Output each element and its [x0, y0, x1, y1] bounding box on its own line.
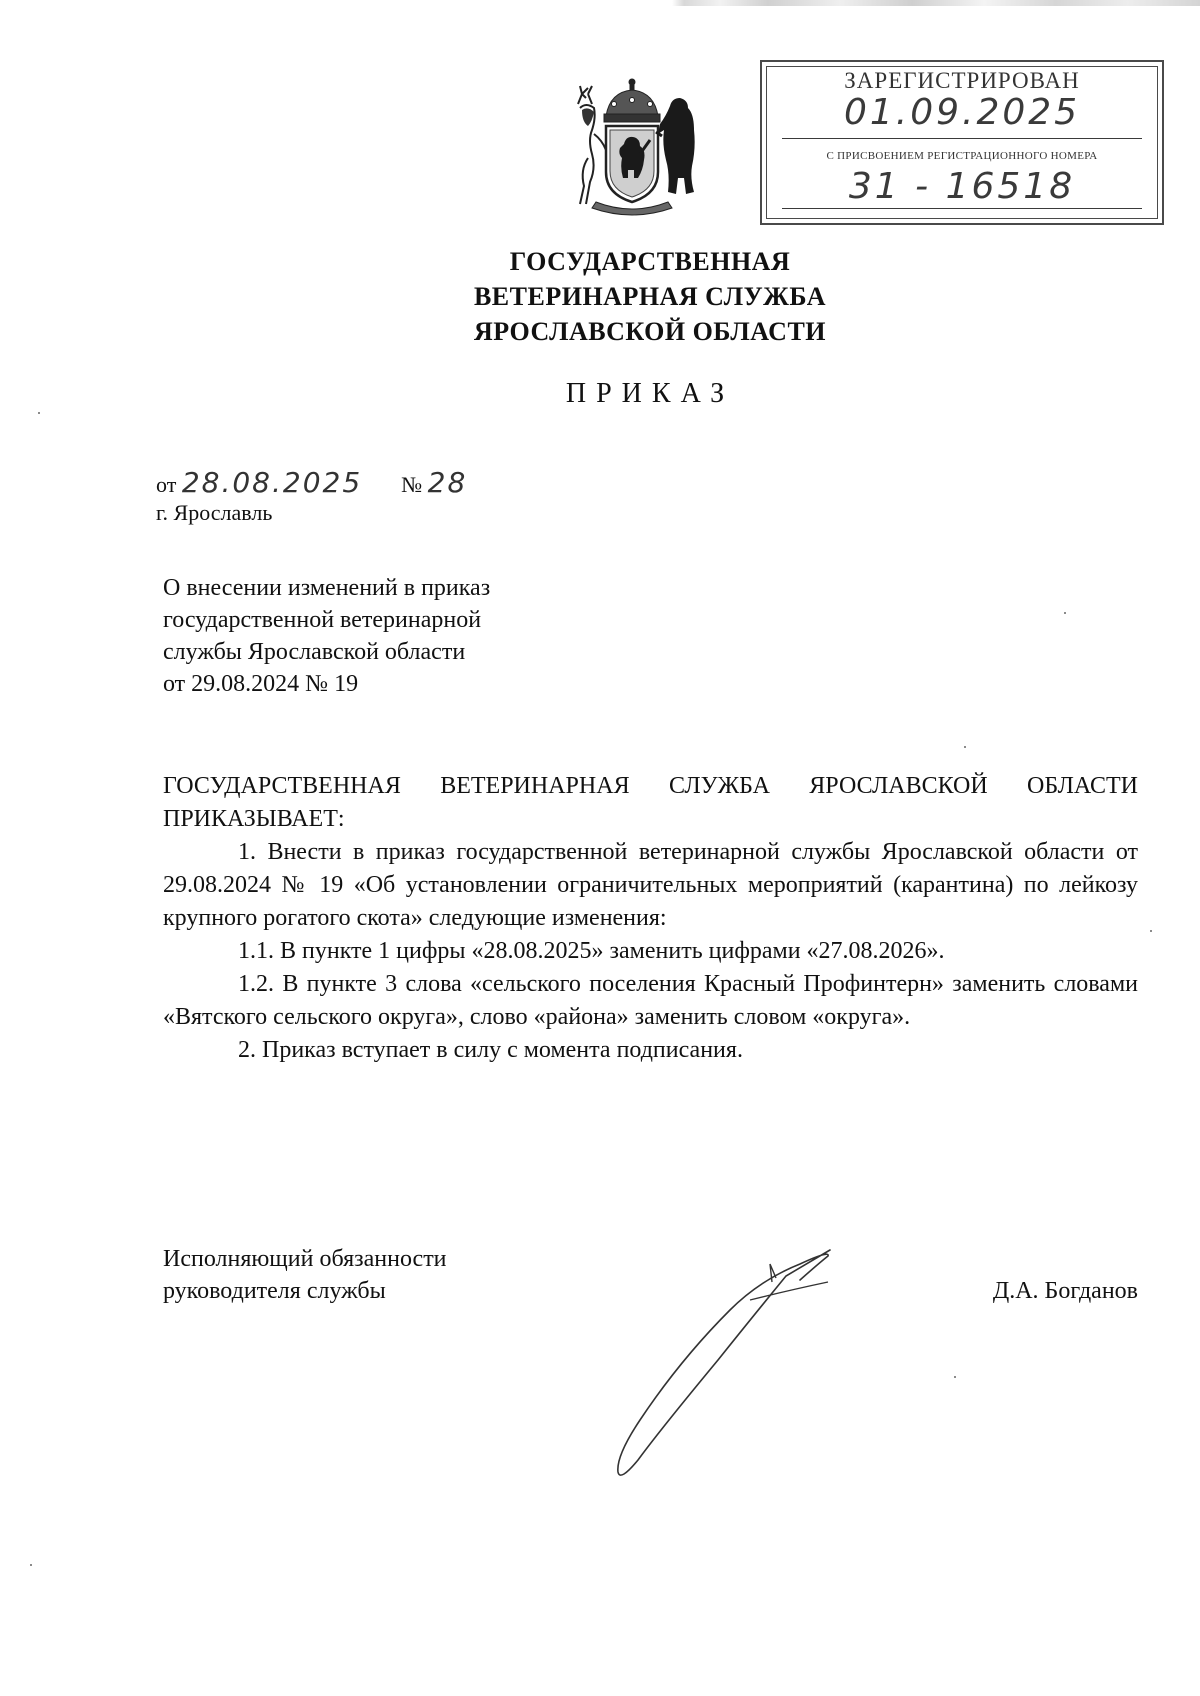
- clause-1-1: 1.1. В пункте 1 цифры «28.08.2025» заменить цифрами «27.08.2026».: [238, 938, 945, 964]
- handwritten-signature: [600, 1220, 920, 1490]
- authority-line: ЯРОСЛАВСКОЙ ОБЛАСТИ: [473, 317, 827, 346]
- scan-speck: [30, 1564, 32, 1566]
- handwritten-date: 28.08.2025: [181, 466, 363, 499]
- stamp-divider: [782, 208, 1142, 209]
- subject-line: службы Ярославской области: [163, 639, 466, 665]
- date-number-row: [156, 466, 467, 499]
- scan-speck: [1150, 930, 1152, 932]
- subject-line: от 29.08.2024 № 19: [163, 671, 359, 697]
- clause-2: 2. Приказ вступает в силу с момента подписания.: [238, 1037, 743, 1063]
- order-body: [163, 770, 1138, 1067]
- authority-line: ГОСУДАРСТВЕННАЯ: [509, 247, 791, 276]
- stamp-handwritten-number: 31 - 16518: [848, 166, 1076, 207]
- signatory-name: Д.А. Богданов: [992, 1278, 1138, 1304]
- stamp-title: ЗАРЕГИСТРИРОВАН: [844, 68, 1080, 93]
- document-type-title: ПРИКАЗ: [565, 378, 735, 409]
- order-subject: [163, 572, 490, 700]
- subject-line: государственной ветеринарной: [163, 607, 482, 633]
- stamp-handwritten-date: 01.09.2025: [843, 92, 1081, 133]
- scan-edge-artifact: [0, 0, 1200, 6]
- issuing-authority: [440, 244, 860, 349]
- number-prefix: №: [401, 472, 423, 497]
- subject-line: О внесении изменений в приказ: [163, 575, 491, 601]
- stamp-divider: [782, 138, 1142, 139]
- scan-speck: [38, 412, 40, 414]
- clause-1: 1. Внести в приказ государственной ветеринарной службы Ярославской области от 29.08.2024 № 19 «Об установлении ограничительных мероприятий (карантина) по лейкозу крупного рогатого скота» следующие изменения:: [163, 839, 1138, 931]
- position-line: руководителя службы: [163, 1278, 386, 1304]
- scan-speck: [1064, 612, 1066, 614]
- authority-line: ВЕТЕРИНАРНАЯ СЛУЖБА: [473, 282, 827, 311]
- city: г. Ярославль: [156, 500, 273, 525]
- stamp-subtitle: С ПРИСВОЕНИЕМ РЕГИСТРАЦИОННОГО НОМЕРА: [826, 150, 1098, 162]
- order-preamble: ГОСУДАРСТВЕННАЯ ВЕТЕРИНАРНАЯ СЛУЖБА ЯРОСЛАВСКОЙ ОБЛАСТИ ПРИКАЗЫВАЕТ:: [163, 773, 1138, 832]
- signatory-position: [163, 1243, 447, 1307]
- position-line: Исполняющий обязанности: [163, 1246, 447, 1272]
- scan-speck: [954, 1376, 956, 1378]
- handwritten-number: 28: [427, 466, 468, 499]
- clause-1-2: 1.2. В пункте 3 слова «сельского поселения Красный Профинтерн» заменить словами «Вятского сельского округа», слово «района» заменить словом «округа».: [163, 971, 1138, 1030]
- date-prefix: от: [156, 472, 177, 497]
- registration-stamp: [760, 60, 1164, 225]
- scan-speck: [964, 746, 966, 748]
- coat-of-arms-emblem: [566, 74, 712, 220]
